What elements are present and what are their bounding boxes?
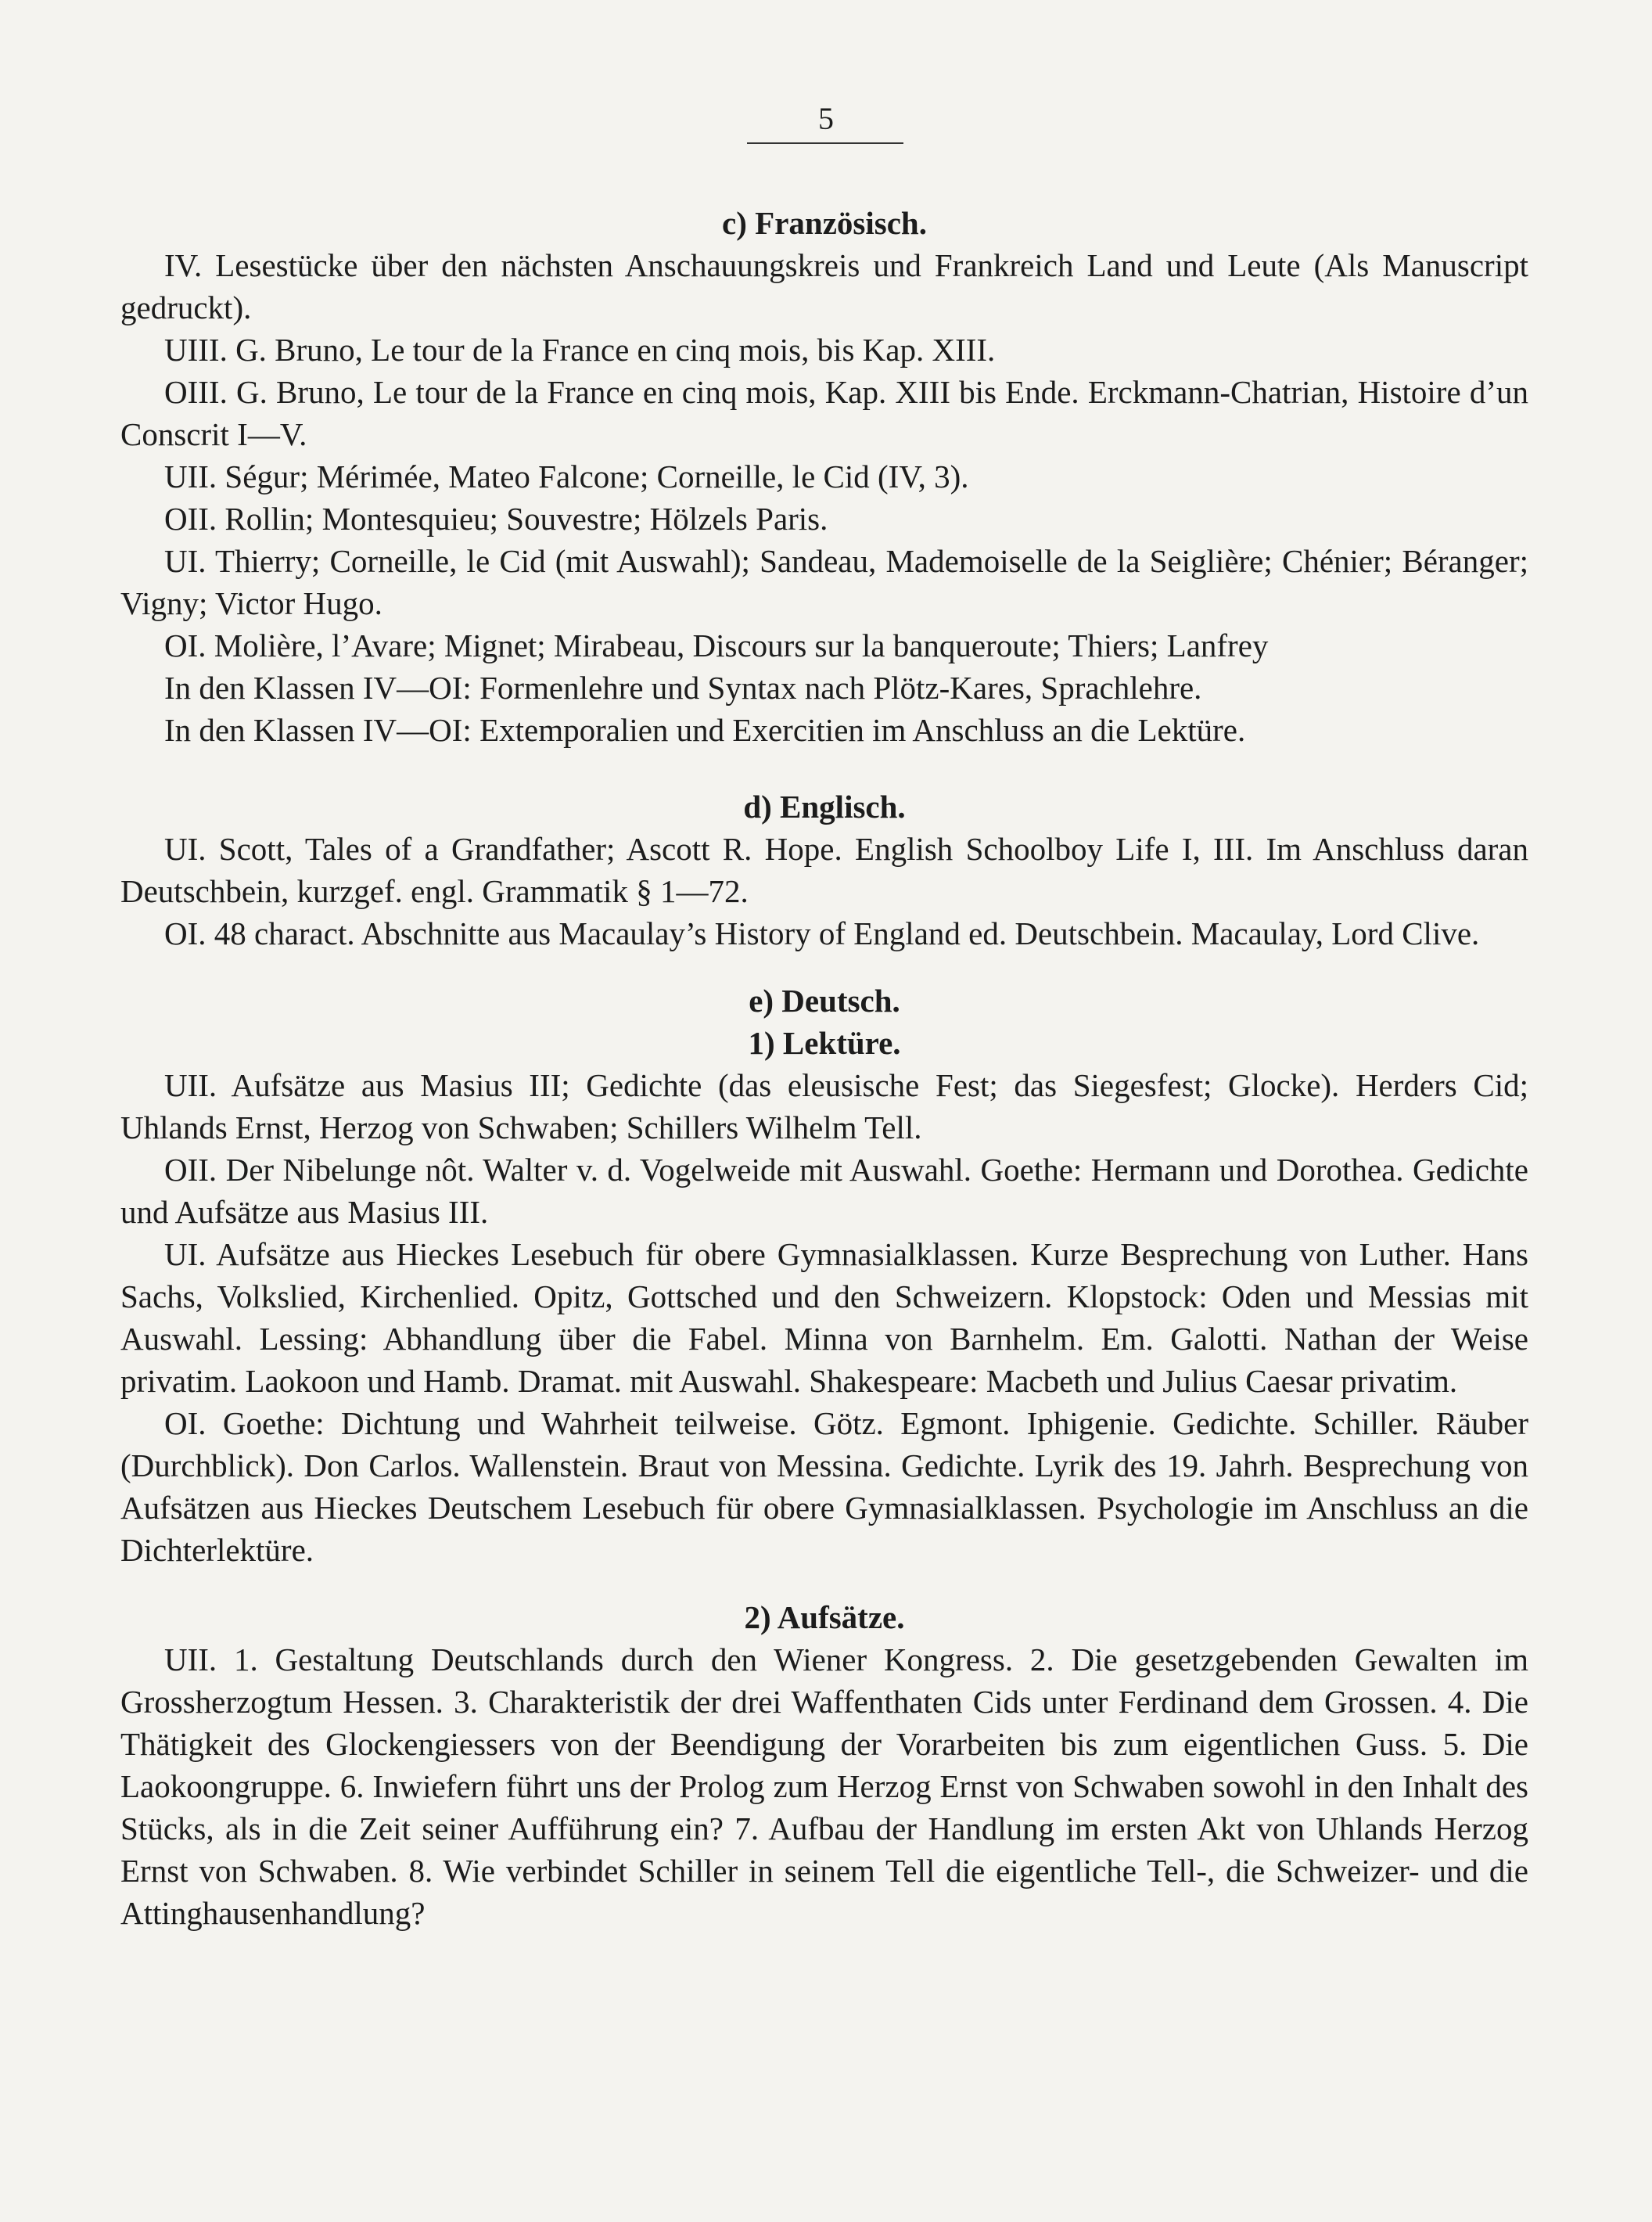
paragraph: In den Klassen IV—OI: Extemporalien und Exercitien im Anschluss an die Lektüre. [164, 712, 1246, 748]
paragraph: OI. Goethe: Dichtung und Wahrheit teilweise. Götz. Egmont. Iphigenie. Gedichte. Schiller. Räuber (Durchblick). Don Carlos. Wallenstein. Braut von Messina. Gedichte. Lyrik des 19. Jahrh. Besprechung von Aufsätzen aus Hieckes Deutschem Lesebuch für obere Gymnasialklassen. Psychologie im Anschluss an die Dichterlektüre. [120, 1405, 1528, 1568]
section-gap [120, 751, 1528, 786]
paragraph: In den Klassen IV—OI: Formenlehre und Syntax nach Plötz-Kares, Sprachlehre. [164, 670, 1202, 706]
paragraph: UI. Thierry; Corneille, le Cid (mit Auswahl); Sandeau, Mademoiselle de la Seiglière; Chénier; Béranger; Vigny; Victor Hugo. [120, 543, 1528, 621]
section-heading: d) Englisch. [743, 789, 906, 825]
section-englisch [120, 786, 1528, 955]
page-number-rule [747, 142, 903, 144]
section-deutsch [120, 980, 1528, 1571]
paragraph: OII. Der Nibelunge nôt. Walter v. d. Vogelweide mit Auswahl. Goethe: Hermann und Dorothea. Gedichte und Aufsätze aus Masius III. [120, 1152, 1528, 1230]
paragraph: UI. Aufsätze aus Hieckes Lesebuch für obere Gymnasialklassen. Kurze Besprechung von Luther. Hans Sachs, Volkslied, Kirchenlied. Opitz, Gottsched und den Schweizern. Klopstock: Oden und Messias mit Auswahl. Lessing: Abhandlung über die Fabel. Minna von Barnhelm. Em. Galotti. Nathan der Weise privatim. Laokoon und Hamb. Dramat. mit Auswahl. Shakespeare: Macbeth und Julius Caesar privatim. [120, 1236, 1528, 1399]
paragraph: UII. Aufsätze aus Masius III; Gedichte (das eleusische Fest; das Siegesfest; Glocke). Herders Cid; Uhlands Ernst, Herzog von Schwaben; Schillers Wilhelm Tell. [120, 1067, 1528, 1145]
paragraph: OI. Molière, l’Avare; Mignet; Mirabeau, Discours sur la banqueroute; Thiers; Lanfrey [164, 627, 1269, 663]
paragraph: UII. 1. Gestaltung Deutschlands durch den Wiener Kongress. 2. Die gesetzgebenden Gewalten im Grossherzogtum Hessen. 3. Charakteristik der drei Waffenthaten Cids unter Ferdinand dem Grossen. 4. Die Thätigkeit des Glockengiessers von der Beendigung der Vorarbeiten bis zum eigentlichen Guss. 5. Die Laokoongruppe. 6. Inwiefern führt uns der Prolog zum Herzog Ernst von Schwaben sowohl in den Inhalt des Stücks, als in die Zeit seiner Aufführung ein? 7. Aufbau der Handlung im ersten Akt von Uhlands Herzog Ernst von Schwaben. 8. Wie verbindet Schiller in seinem Tell die eigentliche Tell-, die Schweizer- und die Attinghausenhandlung? [120, 1641, 1528, 1931]
section-subheading: 1) Lektüre. [748, 1025, 901, 1061]
paragraph: UII. Ségur; Mérimée, Mateo Falcone; Corneille, le Cid (IV, 3). [164, 458, 969, 494]
section-heading: 2) Aufsätze. [744, 1599, 905, 1635]
paragraph: OIII. G. Bruno, Le tour de la France en cinq mois, Kap. XIII bis Ende. Erckmann-Chatrian, Histoire d’un Conscrit I—V. [120, 374, 1528, 452]
paragraph: UI. Scott, Tales of a Grandfather; Ascott R. Hope. English Schoolboy Life I, III. Im Anschluss daran Deutschbein, kurzgef. engl. Grammatik § 1—72. [120, 831, 1528, 909]
section-gap [120, 1571, 1528, 1596]
section-gap [120, 955, 1528, 980]
paragraph: UIII. G. Bruno, Le tour de la France en cinq mois, bis Kap. XIII. [164, 332, 996, 368]
page-content [120, 202, 1528, 1934]
paragraph: OI. 48 charact. Abschnitte aus Macaulay’s History of England ed. Deutschbein. Macaulay, Lord Clive. [164, 915, 1480, 951]
paragraph: IV. Lesestücke über den nächsten Anschauungskreis und Frankreich Land und Leute (Als Manuscript gedruckt). [120, 247, 1528, 325]
section-aufsaetze [120, 1596, 1528, 1934]
section-franzoesisch [120, 202, 1528, 751]
page-number: 5 [818, 101, 834, 136]
section-heading: c) Französisch. [722, 205, 927, 241]
section-heading: e) Deutsch. [749, 983, 900, 1019]
paragraph: OII. Rollin; Montesquieu; Souvestre; Hölzels Paris. [164, 501, 828, 537]
